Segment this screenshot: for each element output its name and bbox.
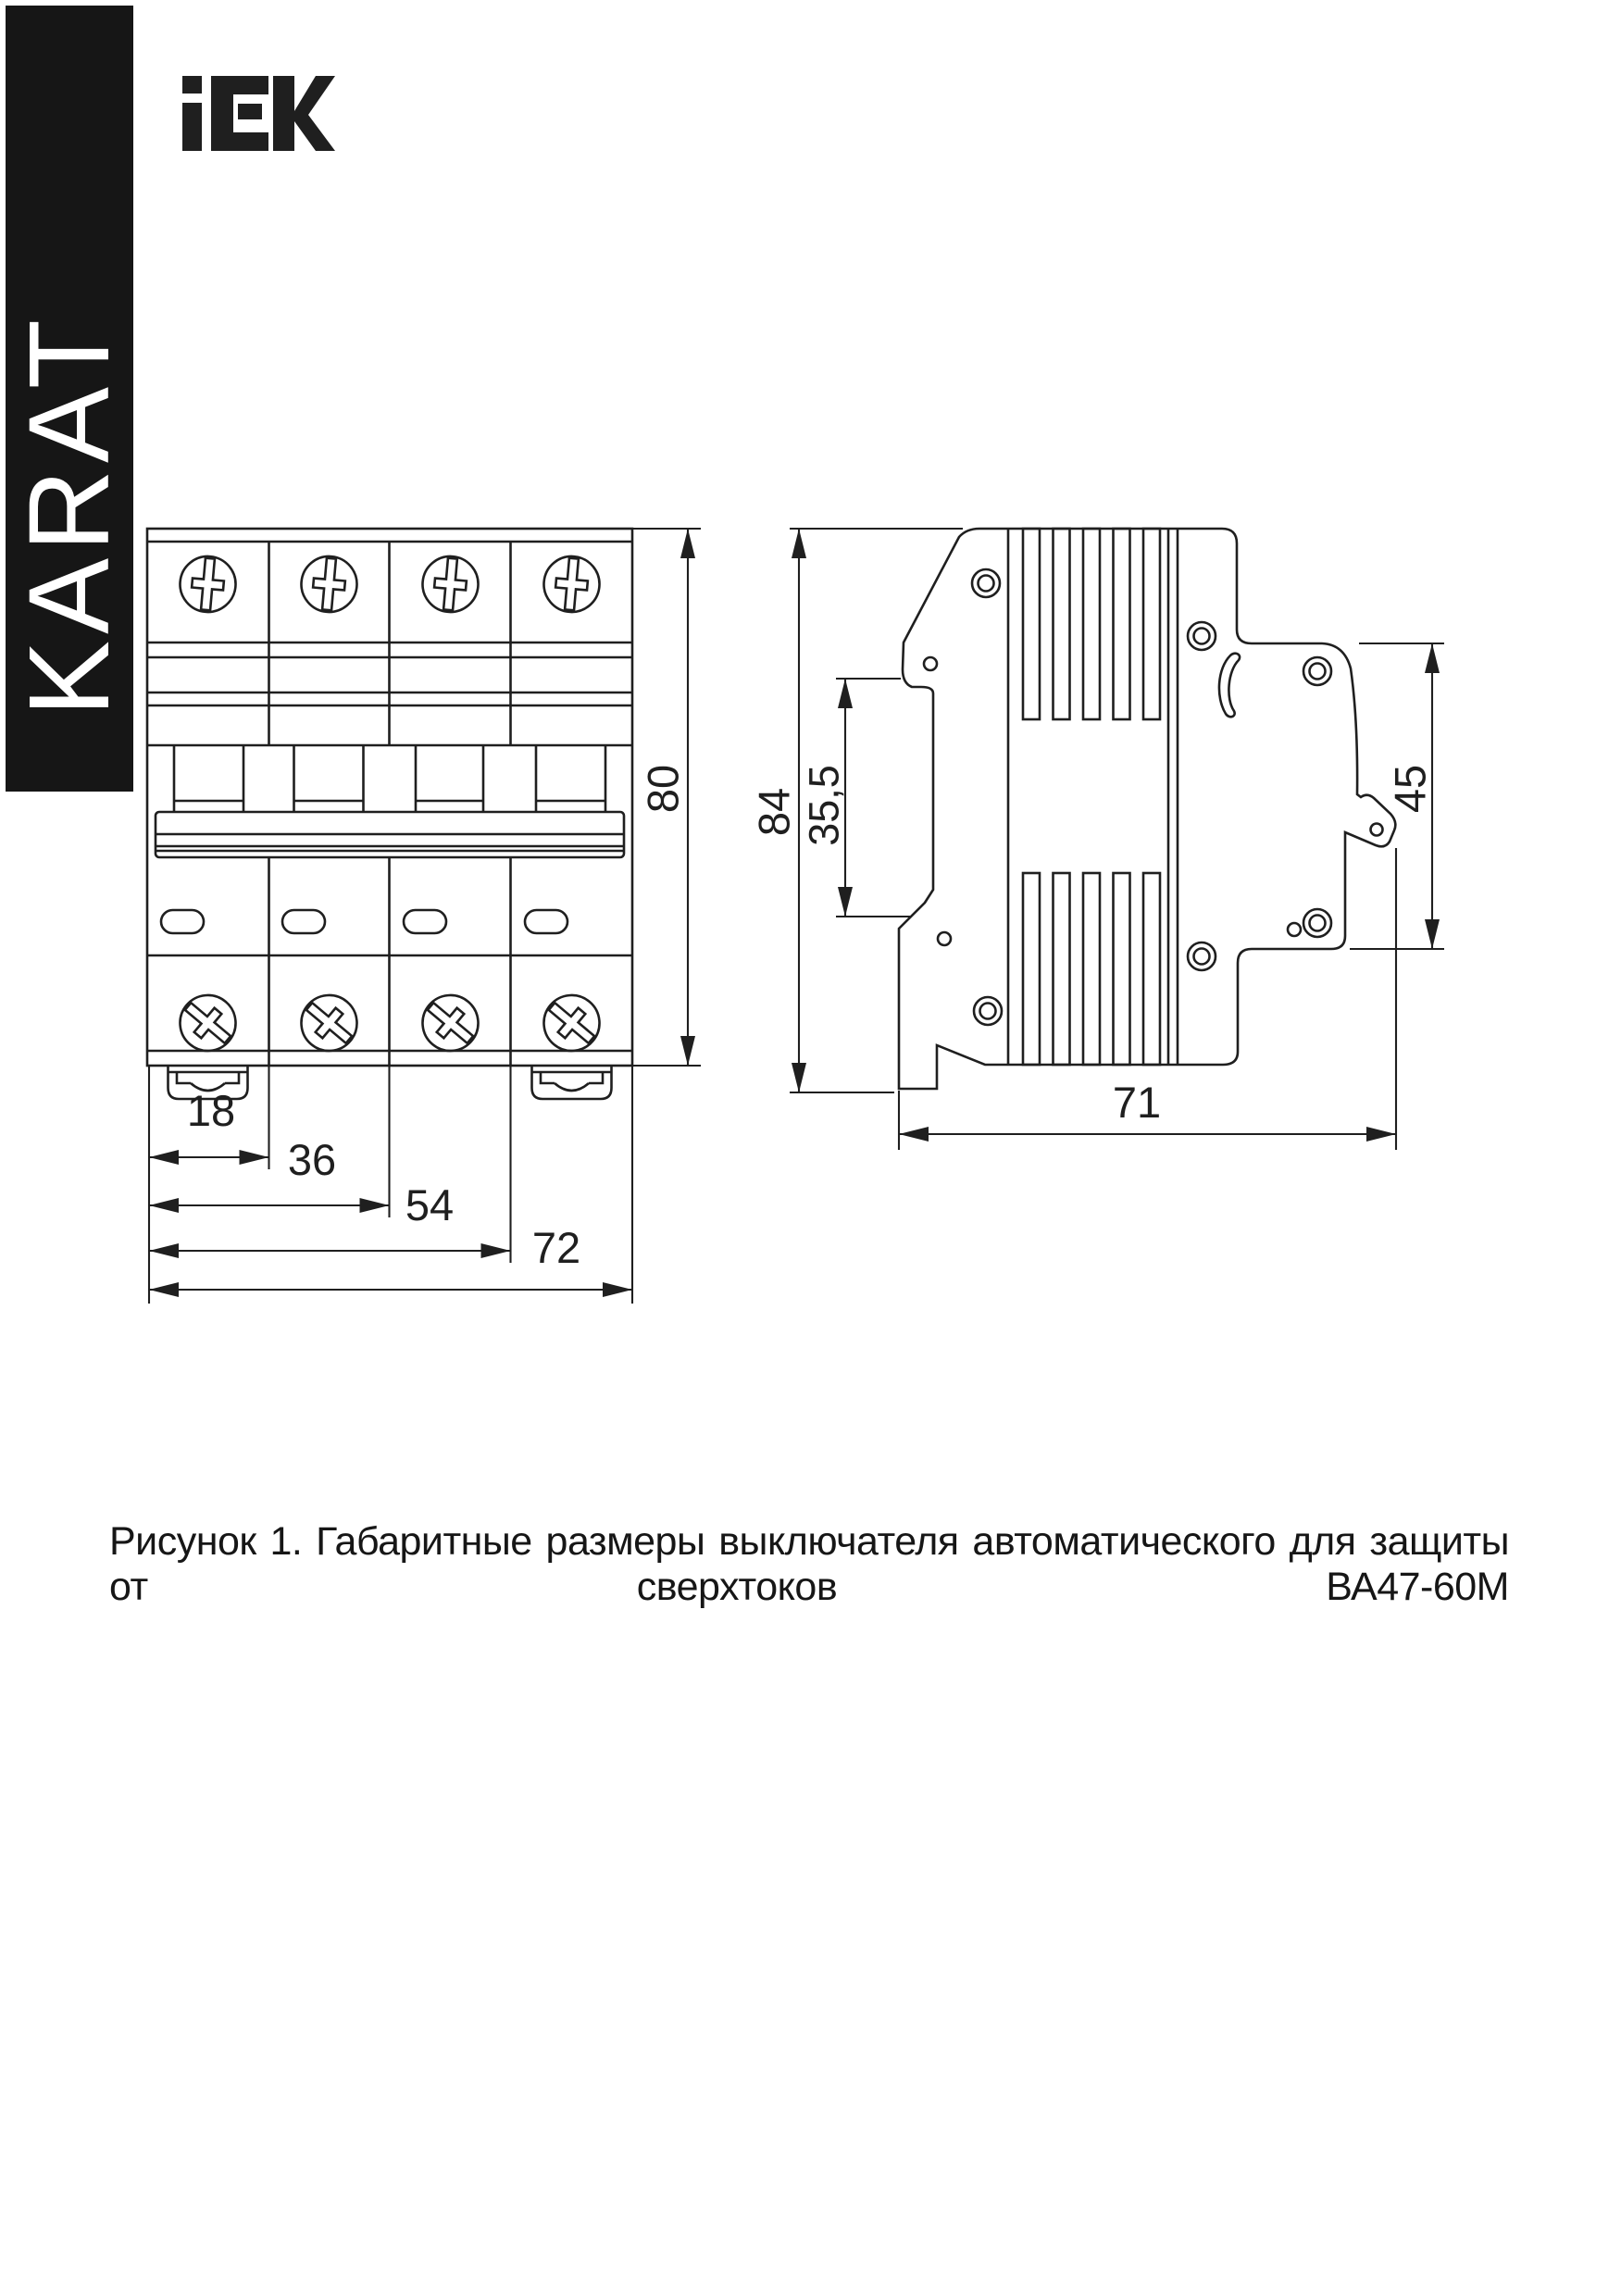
dim-label-72: 72 (531, 1223, 581, 1272)
label-window-icon (161, 910, 567, 933)
dimension-side-height (750, 529, 964, 1092)
toggle-window-row (174, 745, 605, 812)
dimension-front-height (632, 529, 701, 1066)
kidney-slot-icon (1219, 654, 1240, 718)
dim-label-54: 54 (405, 1180, 455, 1229)
dimension-din-recess (801, 679, 913, 917)
dimension-front-widths (149, 1066, 632, 1304)
dim-label-35-5: 35,5 (800, 765, 848, 846)
rivet-icon (972, 569, 1331, 1025)
dim-label-80: 80 (638, 764, 688, 814)
vent-slots-bottom (1023, 873, 1160, 1065)
dimension-depth (899, 848, 1396, 1150)
dim-label-71: 71 (1112, 1078, 1162, 1127)
dim-label-84: 84 (749, 787, 799, 837)
karat-brand-text: KARAT (6, 312, 133, 717)
toggle-tie-bar (156, 812, 624, 857)
front-view-drawing (147, 529, 701, 1304)
dim-label-45: 45 (1385, 764, 1435, 814)
iek-logo-icon (182, 76, 335, 151)
figure-caption: Рисунок 1. Габаритные размеры выключателя автоматического для защиты от сверхтоков ВА47-60М (109, 1519, 1509, 1609)
dim-label-36: 36 (287, 1135, 337, 1184)
toggle-pin-icon (1371, 824, 1383, 836)
dim-label-18: 18 (186, 1086, 236, 1135)
side-view-drawing (750, 529, 1445, 1150)
vent-slots-top (1023, 529, 1160, 719)
